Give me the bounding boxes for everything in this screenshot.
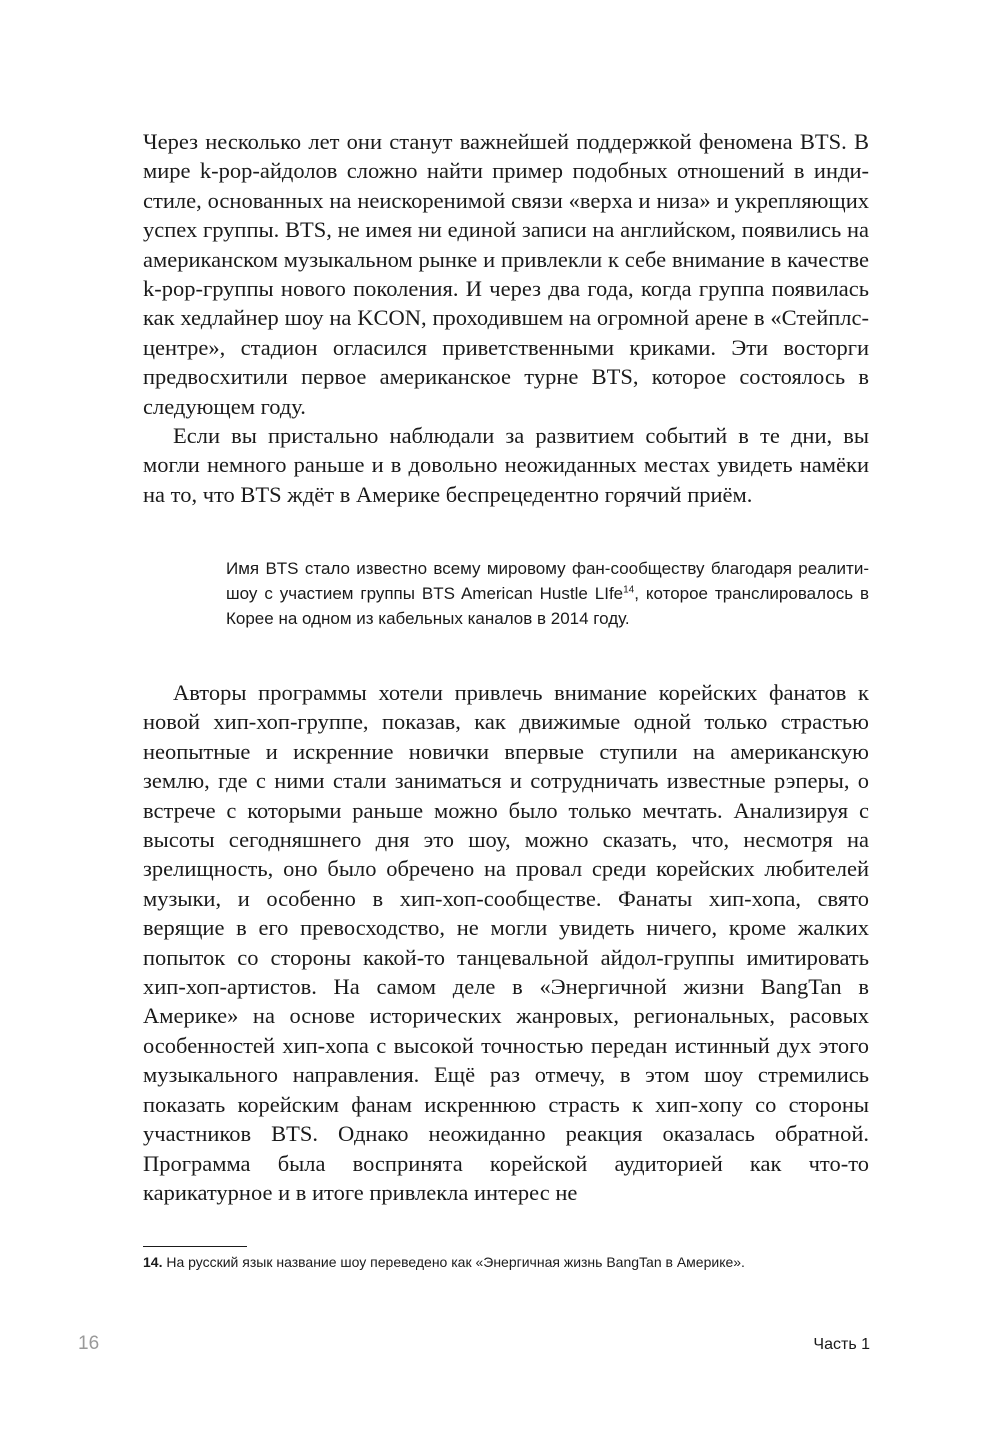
paragraph-2: Если вы пристально наблюдали за развитием событий в те дни, вы могли немного раньше и в довольно неожиданных местах увидеть намёки на то, что BTS ждёт в Америке беспрецедентно горячий приём. [143,423,869,507]
main-text-block-top [143,127,869,509]
quote-text-after: , которое транслировалось в Корее на одном из кабельных каналов в 2014 году. [226,584,870,628]
footnote [143,1251,869,1273]
footnote-text: На русский язык название шоу переведено как «Энергичная жизнь BangTan в Америке». [162,1254,745,1270]
block-quote [226,556,869,631]
paragraph-3: Авторы программы хотели привлечь внимание корейских фанатов к новой хип-хоп-группе, показав, как движимые одной только страстью неопытные и искренние новички впервые ступили на американскую землю, где с ними стали заниматься и сотрудничать известные рэперы, о встрече с которыми раньше можно было только мечтать. Анализируя с высоты сегодняшнего дня это шоу, можно сказать, что, несмотря на зрелищность, оно было обречено на провал среди корейских любителей музыки, и особенно в хип-хоп-сообществе. Фанаты хип-хопа, свято верящие в его превосходство, не могли увидеть ничего, кроме жалких попыток со стороны какой-то танцевальной айдол-группы имитировать хип-хоп-артистов. На самом деле в «Энергичной жизни BangTan в Америке» на основе исторических жанровых, региональных, расовых особенностей хип-хопа с высокой точностью передан истинный дух этого музыкального направления. Ещё раз отмечу, в этом шоу стремились показать корейским фанам искреннюю страсть к хип-хопу со стороны участников BTS. Однако неожиданно реакция оказалась обратной. Программа была воспринята корейской аудиторией как что-то карикатурное и в итоге привлекла интерес не [143,680,869,1205]
page-number: 16 [78,1333,100,1354]
footnote-number: 14. [143,1254,163,1270]
footnote-reference: 14 [623,584,635,596]
main-text-block-bottom [143,678,869,1207]
quote-text-before: Имя BTS стало известно всему мировому фан-сообществу благодаря реалити-шоу с участием группы BTS American Hustle LIfe [226,559,869,603]
footnote-divider [143,1246,247,1247]
running-footer-part: Часть 1 [813,1336,870,1353]
paragraph-1: Через несколько лет они станут важнейшей поддержкой феномена BTS. В мире k-pop-айдолов сложно найти пример подобных отношений в инди-стиле, основанных на неискоренимой связи «верха и низа» и укрепляющих успех группы. BTS, не имея ни единой записи на английском, появились на американском музыкальном рынке и привлекли к себе внимание в качестве k-pop-группы нового поколения. И через два года, когда группа появилась как хедлайнер шоу на KCON, проходившем на огромной арене в «Стейплс-центре», стадион огласился приветственными криками. Эти восторги предвосхитили первое американское турне BTS, которое состоялось в следующем году. [143,129,869,419]
